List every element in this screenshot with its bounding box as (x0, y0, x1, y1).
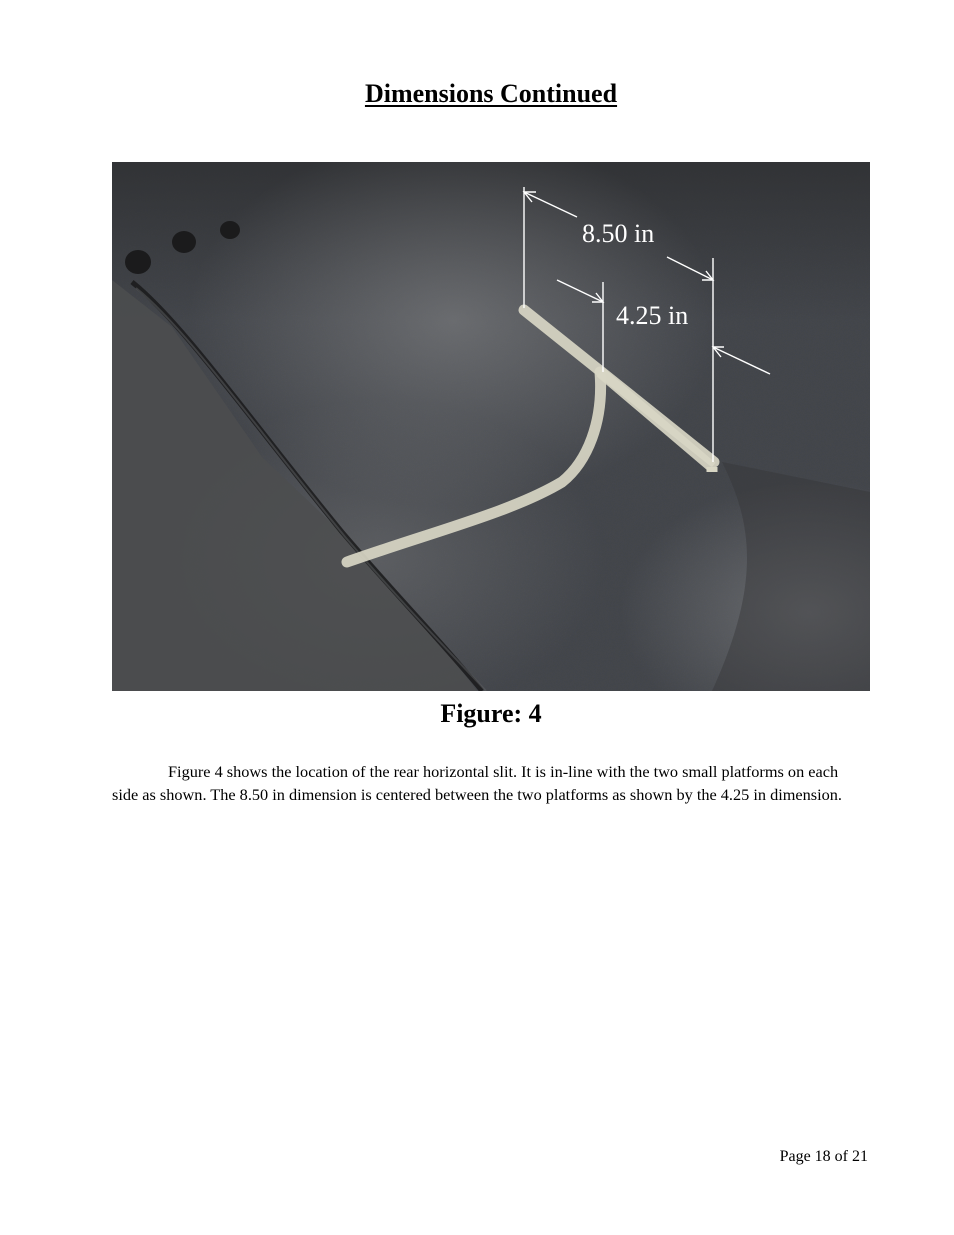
body-paragraph: Figure 4 shows the location of the rear horizontal slit. It is in-line with the two small platforms on each side as shown. The 8.50 in dimension is centered between the two platforms as shown by the 4.25 in dimension. (112, 762, 842, 804)
dimension-label-half: 4.25 in (616, 301, 689, 330)
figure-photo-graphic (112, 162, 870, 691)
dimension-label-overall: 8.50 in (582, 219, 655, 248)
page-title: Dimensions Continued (364, 79, 618, 108)
figure-caption: Figure: 4 (440, 699, 542, 728)
figure-photo (112, 162, 870, 691)
page-number: Page 18 of 21 (779, 1148, 868, 1165)
